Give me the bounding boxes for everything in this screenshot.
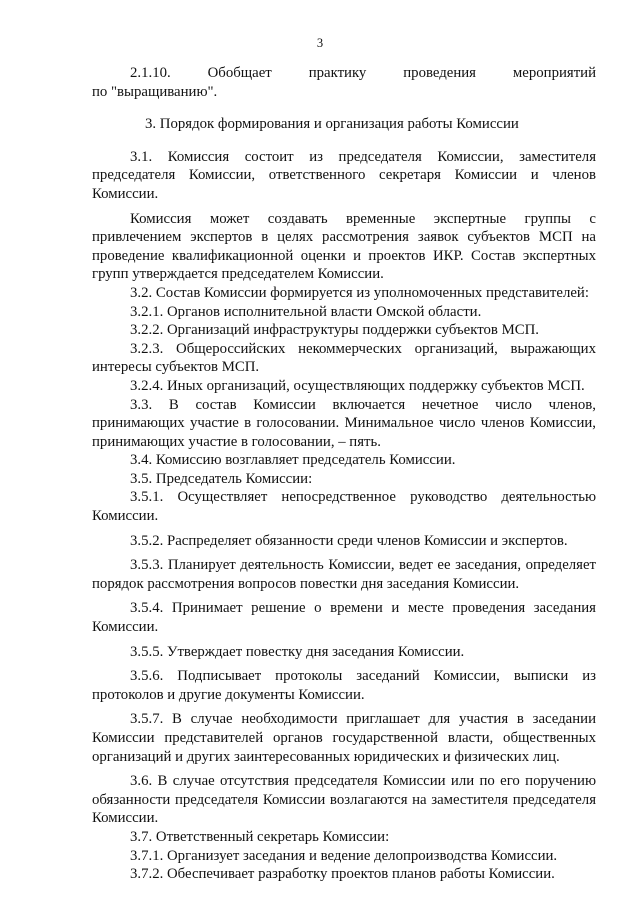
- paragraph-3-2-2: 3.2.2. Организаций инфраструктуры поддержки субъектов МСП.: [130, 322, 539, 339]
- page-number: 3: [316, 36, 324, 50]
- paragraph-3-7-1: 3.7.1. Организует заседания и ведение делопроизводства Комиссии.: [130, 847, 558, 864]
- paragraph-3-2-4: 3.2.4. Иных организаций, осуществляющих поддержку субъектов МСП.: [130, 377, 585, 394]
- paragraph-3-2: 3.2. Состав Комиссии формируется из уполномоченных представителей:: [130, 284, 589, 301]
- paragraph-3-7: 3.7. Ответственный секретарь Комиссии:: [130, 828, 390, 845]
- paragraph-3-5-1: 3.5.1. Осуществляет непосредственное руководство деятельностью Комиссии.: [92, 489, 596, 525]
- paragraph-3-5-4: 3.5.4. Принимает решение о времени и месте проведения заседания Комиссии.: [92, 600, 596, 636]
- paragraph-3-5-2: 3.5.2. Распределяет обязанности среди членов Комиссии и экспертов.: [130, 532, 568, 549]
- paragraph-3-5-5: 3.5.5. Утверждает повестку дня заседания Комиссии.: [130, 643, 465, 660]
- clause-word: Обобщает: [207, 65, 272, 81]
- paragraph-3-5-6: 3.5.6. Подписывает протоколы заседаний Комиссии, выписки из протоколов и другие документы Комиссии.: [92, 668, 596, 703]
- paragraph-3-7-2: 3.7.2. Обеспечивает разработку проектов планов работы Комиссии.: [130, 866, 555, 883]
- paragraph-3-2-3: 3.2.3. Общероссийских некоммерческих организаций, выражающих интересы субъектов МСП.: [92, 340, 596, 376]
- paragraph-3-1: 3.1. Комиссия состоит из председателя Комиссии, заместителя председателя Комиссии, ответственного секретаря Комиссии и членов Комиссии.: [92, 148, 596, 202]
- clause-word: практику: [308, 65, 367, 81]
- paragraph-3-2-1: 3.2.1. Органов исполнительной власти Омской области.: [130, 303, 482, 320]
- paragraph-3-6: 3.6. В случае отсутствия председателя Комиссии или по его поручению обязанности председателя Комиссии возлагаются на заместителя председателя Комиссии.: [92, 773, 596, 827]
- paragraph-expert-groups: Комиссия может создавать временные экспертные группы с привлечением экспертов в целях рассмотрения заявок субъектов МСП на проведение квалификационной оценки и проектов ИКР. Состав экспертных групп утверждается председателем Комиссии.: [92, 210, 596, 283]
- paragraph-3-5: 3.5. Председатель Комиссии:: [130, 470, 313, 487]
- clause-word: мероприятий: [512, 65, 596, 81]
- paragraph-3-3: 3.3. В состав Комиссии включается нечетное число членов, принимающих участие в голосовании. Минимальное число членов Комиссии, принимающих участие в голосовании, – пять.: [92, 396, 596, 450]
- clause-word: проведения: [403, 65, 476, 81]
- clause-2-1-10-first-line: [92, 64, 596, 83]
- clause-2-1-10-continuation: по "выращиванию".: [92, 83, 218, 100]
- document-body: [92, 64, 596, 884]
- paragraph-3-5-3: 3.5.3. Планирует деятельность Комиссии, ведет ее заседания, определяет порядок рассмотрения вопросов повестки дня заседания Комиссии.: [92, 557, 596, 592]
- paragraph-3-5-7: 3.5.7. В случае необходимости приглашает для участия в заседании Комиссии представителей органов государственной власти, общественных организаций и других заинтересованных юридических и физических лиц.: [92, 711, 596, 765]
- section-heading: 3. Порядок формирования и организация работы Комиссии: [145, 116, 519, 133]
- paragraph-3-4: 3.4. Комиссию возглавляет председатель Комиссии.: [130, 452, 456, 469]
- clause-number: 2.1.10.: [130, 65, 171, 81]
